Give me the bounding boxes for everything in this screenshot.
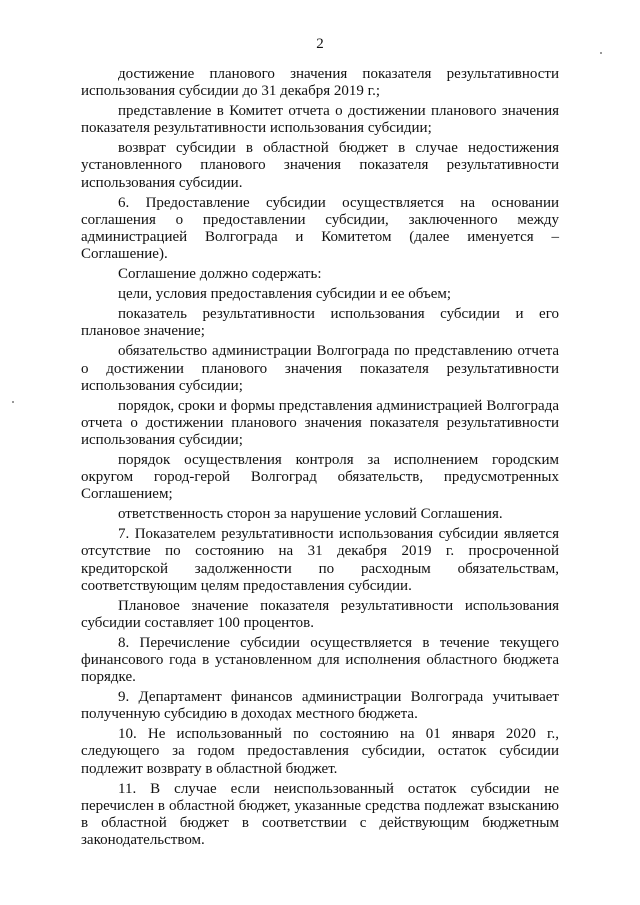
paragraph: 6. Предоставление субсидии осуществляется на основании соглашения о предоставлении субсидии, заключенного между администрацией Волгограда и Комитетом (далее именуется – Соглашение).	[81, 194, 559, 262]
paragraph: показатель результативности использования субсидии и его плановое значение;	[81, 306, 559, 340]
paragraph: ответственность сторон за нарушение условий Соглашения.	[118, 506, 503, 523]
paragraph: 10. Не использованный по состоянию на 01 января 2020 г., следующего за годом предоставления субсидии, остаток субсидии подлежит возврату в областной бюджет.	[81, 726, 559, 777]
paragraph: Соглашение должно содержать:	[118, 266, 322, 283]
paragraph: 7. Показателем результативности использования субсидии является отсутствие по состоянию на 31 декабря 2019 г. просроченной кредиторской задолженности по расходным обязательствам, соответствующим целям предоставления субсидии.	[81, 526, 559, 594]
page-number: 2	[316, 36, 324, 52]
paragraph: порядок осуществления контроля за исполнением городским округом город-герой Волгоград обязательств, предусмотренных Соглашением;	[81, 451, 559, 503]
paragraph: цели, условия предоставления субсидии и ее объем;	[118, 286, 452, 303]
paragraph: обязательство администрации Волгограда по представлению отчета о достижении планового значения показателя результативности использования субсидии;	[81, 343, 559, 394]
document-body	[81, 66, 559, 852]
paragraph: порядок, сроки и формы представления администрацией Волгограда отчета о достижении планового значения показателя результативности использования субсидии;	[81, 397, 559, 448]
paragraph: 8. Перечисление субсидии осуществляется в течение текущего финансового года в установленном для исполнения областного бюджета порядке.	[81, 634, 559, 686]
paragraph: Плановое значение показателя результативности использования субсидии составляет 100 процентов.	[81, 597, 559, 631]
paragraph: возврат субсидии в областной бюджет в случае недостижения установленного планового значения показателя результативности использования субсидии.	[81, 140, 559, 191]
paragraph: достижение планового значения показателя результативности использования субсидии до 31 декабря 2019 г.;	[81, 66, 559, 100]
paragraph: представление в Комитет отчета о достижении планового значения показателя результативности использования субсидии;	[81, 103, 559, 137]
paragraph: 11. В случае если неиспользованный остаток субсидии не перечислен в областной бюджет, указанные средства подлежат взысканию в областной бюджет в соответствии с действующим бюджетным законодательством.	[81, 780, 559, 848]
paragraph: 9. Департамент финансов администрации Волгограда учитывает полученную субсидию в доходах местного бюджета.	[81, 689, 559, 723]
scan-speck	[12, 401, 14, 403]
